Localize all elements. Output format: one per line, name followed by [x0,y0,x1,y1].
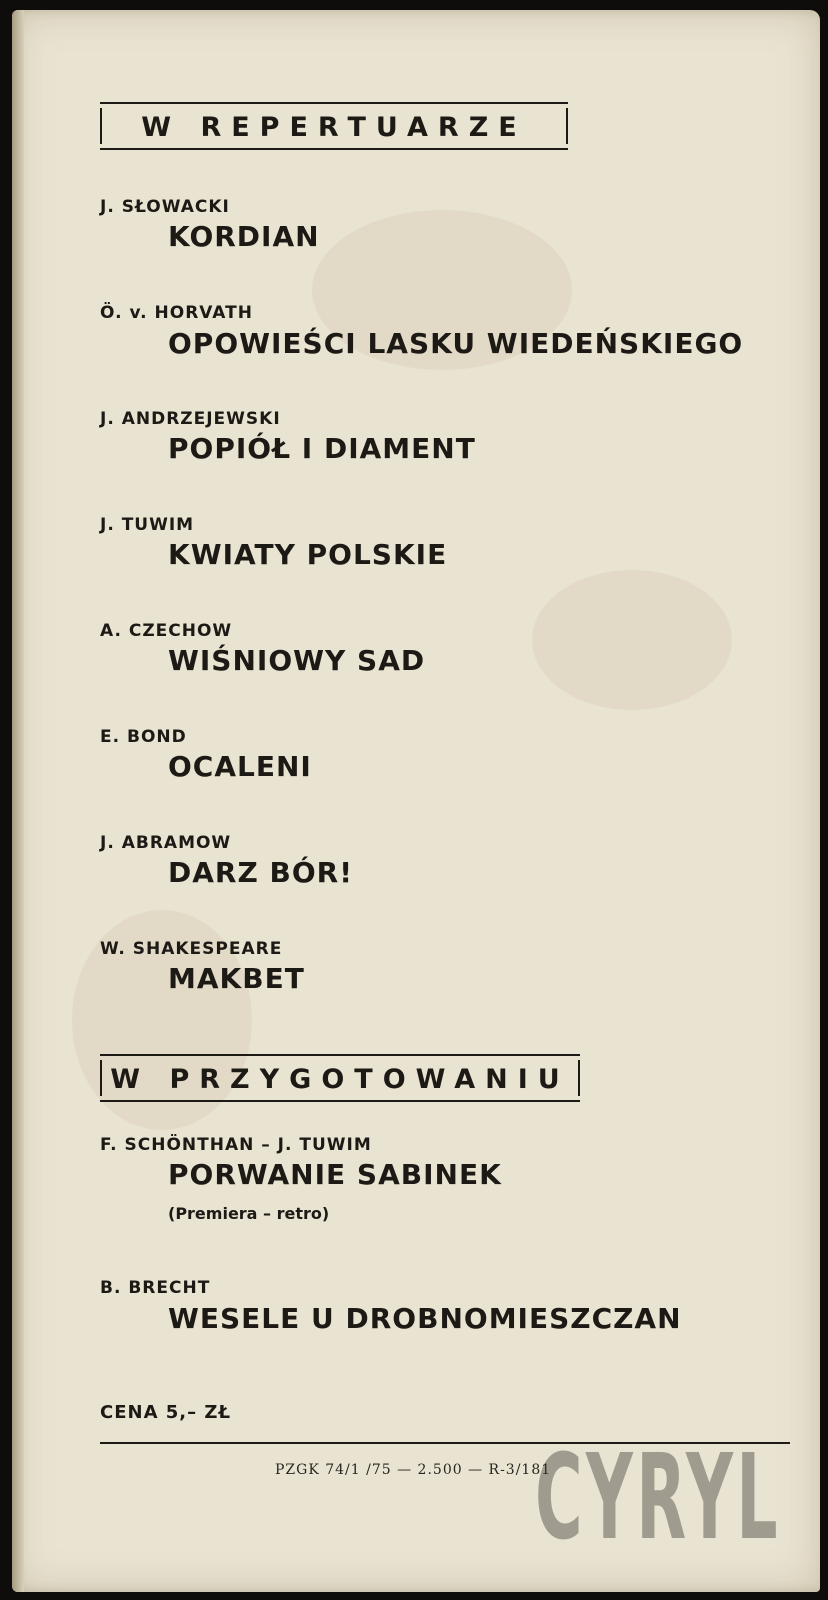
play-title: MAKBET [168,962,305,995]
preparation-heading: W PRZYGOTOWANIU [110,1064,570,1095]
play-title: PORWANIE SABINEK [168,1158,502,1191]
printer-imprint: PZGK 74/1 /75 — 2.500 — R-3/181 [275,1462,552,1478]
author-label: F. SCHÖNTHAN – J. TUWIM [100,1135,372,1155]
author-label: J. ABRAMOW [100,833,232,853]
author-label: Ö. v. HORVATH [100,303,253,323]
author-label: J. SŁOWACKI [100,197,230,217]
repertoire-heading-box [100,102,568,150]
author-label: J. ANDRZEJEWSKI [100,409,281,429]
price-label: CENA 5,– ZŁ [100,1402,232,1423]
play-title: WESELE U DROBNOMIESZCZAN [168,1302,682,1335]
play-title: OCALENI [168,750,312,783]
archive-watermark: CYRYL [535,1428,781,1566]
author-label: E. BOND [100,727,187,747]
repertoire-heading: W REPERTUARZE [141,112,527,143]
author-label: B. BRECHT [100,1278,211,1298]
author-label: A. CZECHOW [100,621,233,641]
program-back-cover [12,10,820,1592]
play-title: KORDIAN [168,220,320,253]
play-title: POPIÓŁ I DIAMENT [168,432,476,465]
play-title: OPOWIEŚCI LASKU WIEDEŃSKIEGO [168,327,744,360]
play-title: DARZ BÓR! [168,856,353,889]
premiere-note: (Premiera – retro) [168,1204,330,1223]
preparation-heading-box [100,1054,580,1102]
author-label: W. SHAKESPEARE [100,939,283,959]
play-title: KWIATY POLSKIE [168,538,448,571]
play-title: WIŚNIOWY SAD [168,644,426,677]
paper-edge [12,10,24,1592]
author-label: J. TUWIM [100,515,195,535]
